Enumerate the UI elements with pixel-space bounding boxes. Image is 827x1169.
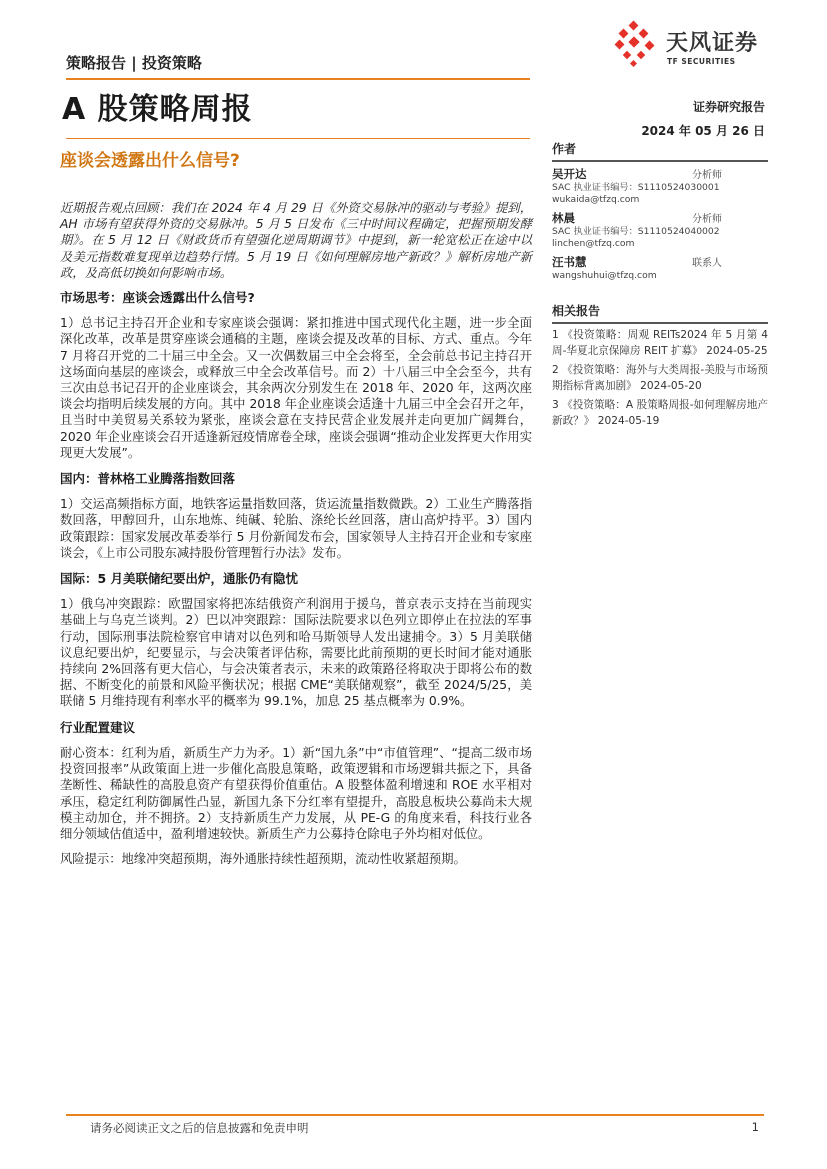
- logo-mark-icon: [612, 20, 662, 70]
- author-card: [552, 254, 768, 282]
- author-name: 林晨: [552, 211, 575, 225]
- report-title: A 股策略周报: [62, 92, 253, 127]
- logo-text-en: TF SECURITIES: [667, 57, 736, 66]
- logo-text-cn: 天风证券: [666, 31, 759, 56]
- author-card: [552, 166, 768, 206]
- related-heading: 相关报告: [552, 302, 768, 324]
- section-body-domestic: 1）交运高频指标方面，地铁客运量指数回落，货运流量指数微跌。2）工业生产腾落指数回落，甲醇回升，山东地炼、纯碱、轮胎、涤纶长丝回落，唐山高炉持平。3）国内政策跟踪：国家发展改革委举行 5 月份新闻发布会，国家领导人主持召开企业和专家座谈会，《上市公司股东减持股份管理暂行办法》发布。: [60, 497, 532, 560]
- section-heading-international: 国际：5 月美联储纪要出炉，通胀仍有隐忧: [60, 571, 299, 587]
- authors-panel: [552, 140, 768, 282]
- author-cert: SAC 执业证书编号：S1110524030001: [552, 182, 720, 193]
- page-number: 1: [751, 1120, 759, 1134]
- report-subtitle: 座谈会透露出什么信号?: [60, 151, 240, 171]
- related-report-item[interactable]: 1 《投资策略：周观 REITs2024 年 5 月第 4 周-华夏北京保障房 REIT 扩募》 2024-05-25: [552, 329, 768, 357]
- related-reports-panel: [552, 302, 768, 429]
- company-logo: [612, 20, 762, 72]
- author-card: [552, 210, 768, 250]
- footer-disclaimer: 请务必阅读正文之后的信息披露和免责申明: [90, 1121, 309, 1135]
- footer-divider: [66, 1114, 764, 1116]
- intro-paragraph: 近期报告观点回顾：我们在 2024 年 4 月 29 日《外资交易脉冲的驱动与考验》提到，AH 市场有望获得外资的交易脉冲。5 月 5 日发布《三中时间议程确定，把握预期发酵期》。在 5 月 12 日《财政货币有望强化逆周期调节》中提到，新一轮宽松正在途中以及美元指数难复现单边趋势行情。5 月 19 日《如何理解房地产新政？》解析房地产新政，及高低切换如何影响市场。: [60, 201, 532, 280]
- report-date: 2024 年 05 月 26 日: [641, 124, 765, 138]
- report-category: 策略报告 | 投资策略: [66, 54, 202, 72]
- header-divider: [66, 78, 530, 80]
- section-body-market: 1）总书记主持召开企业和专家座谈会强调：紧扣推进中国式现代化主题，进一步全面深化改革，改革是贯穿座谈会通稿的主题，座谈会提及改革的目标、方式、重点。今年 7 月将召开党的二十届三中全会。又一次偶数届三中全会将至，全会前总书记主持召开这场面向基层的座谈会，或释放三中全会改革信号。而 2）十八届三中全会至今，共有三次由总书记召开的企业座谈会，其余两次分别发生在 2018 年、2020 年，这两次座谈会均指明后续发展的方向。其中 2018 年企业座谈会适逢十九届三中全会召开之年，且当时中美贸易关系较为紧张，座谈会意在支持民营企业发展并走向更加广阔舞台，2020 年企业座谈会召开适逢新冠疫情席卷全球，座谈会强调“推动企业发挥更大作用实现更大发展”。: [60, 316, 532, 460]
- author-name: 吴开达: [552, 167, 587, 181]
- author-role: 分析师: [692, 170, 722, 181]
- report-type: 证券研究报告: [692, 100, 765, 114]
- author-email[interactable]: wukaida@tfzq.com: [552, 194, 640, 205]
- section-heading-domestic: 国内：普林格工业腾落指数回落: [60, 471, 236, 487]
- section-body-industry: 耐心资本：红利为盾，新质生产力为矛。1）新“国九条”中“市值管理”、“提高二级市场投资回报率”从政策面上进一步催化高股息策略，政策逻辑和市场逻辑共振之下，具备垄断性、稀缺性的高股息资产有望获得价值重估。A 股整体盈利增速和 ROE 水平相对承压，稳定红利防御属性凸显，新国九条下分红率有望提升，高股息板块公募尚未大规模主动加仓，并不拥挤。2）支持新质生产力发展，从 PE-G 的角度来看，科技行业各细分领域估值适中，盈利增速较快。新质生产力公募持仓除电子外均相对低位。: [60, 745, 532, 841]
- subtitle-divider: [66, 138, 530, 139]
- author-name: 汪书慧: [552, 255, 587, 269]
- author-role: 分析师: [692, 214, 722, 225]
- author-role: 联系人: [692, 258, 722, 269]
- section-heading-industry: 行业配置建议: [60, 719, 136, 735]
- section-body-international: 1）俄乌冲突跟踪：欧盟国家将把冻结俄资产利润用于援乌，普京表示支持在当前现实基础上与乌克兰谈判。2）巴以冲突跟踪：国际法院要求以色列立即停止在拉法的军事行动，国际刑事法院检察官申请对以色列和哈马斯领导人发出逮捕令。3）5 月美联储议息纪要出炉，纪要显示，与会决策者评估称，需要比此前预期的更长时间才能对通胀持续向 2%回落有更大信心，与会决策者表示，未来的政策路径将取决于即将公布的数据、不断变化的前景和风险平衡状况；根据 CME“美联储观察”，截至 2024/5/25，美联储 5 月维持现有利率水平的概率为 99.1%，加息 25 基点概率为 0.9%。: [60, 597, 532, 709]
- author-cert: SAC 执业证书编号：S1110524040002: [552, 226, 720, 237]
- author-email[interactable]: wangshuhui@tfzq.com: [552, 270, 657, 281]
- section-heading-market: 市场思考：座谈会透露出什么信号?: [60, 290, 255, 306]
- main-content: [60, 200, 532, 867]
- authors-heading: 作者: [552, 140, 768, 162]
- related-report-item[interactable]: 3 《投资策略：A 股策略周报-如何理解房地产新政？》 2024-05-19: [552, 399, 768, 427]
- risk-warning: 风险提示：地缘冲突超预期，海外通胀持续性超预期，流动性收紧超预期。: [60, 852, 466, 867]
- author-email[interactable]: linchen@tfzq.com: [552, 238, 635, 249]
- related-report-item[interactable]: 2 《投资策略：海外与大类周报-美股与市场预期指标背离加剧》 2024-05-20: [552, 364, 768, 392]
